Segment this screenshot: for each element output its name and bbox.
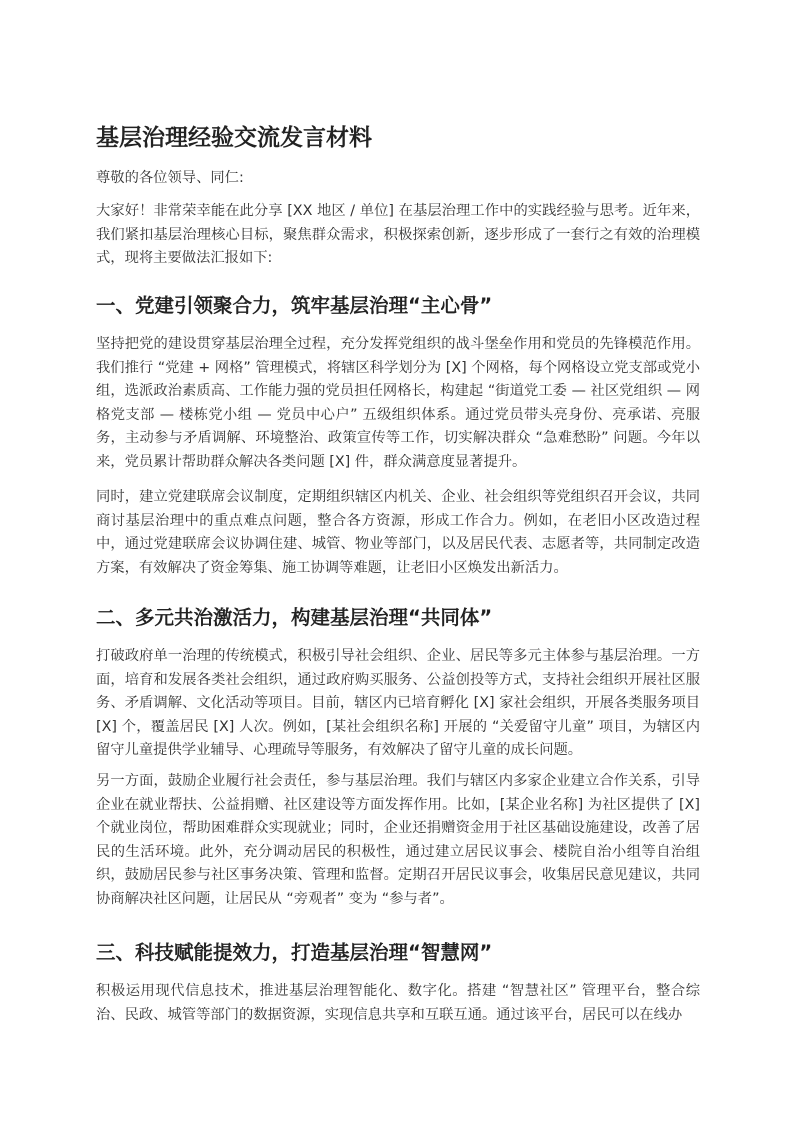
salutation: 尊敬的各位领导、同仁: [96, 170, 244, 186]
section-1-paragraph-1: 坚持把党的建设贯穿基层治理全过程，充分发挥党组织的战斗堡垒作用和党员的先锋模范作用。我们推行 “党建 + 网格” 管理模式，将辖区科学划分为 [X] 个网格，每个网格设立党支部或党小组，选派政治素质高、工作能力强的党员担任网格长，构建起 “街道党工委 — 社区党组织 — 网格党支部 — 楼栋党小组 — 党员中心户” 五级组织体系。通过党员带头亮身份、亮承诺、亮服务，主动参与矛盾调解、环境整治、政策宣传等工作，切实解决群众 “急难愁盼” 问题。今年以来，党员累计帮助群众解决各类问题 [X] 件，群众满意度显著提升。 [96, 336, 700, 470]
section-2-heading: 二、多元共治激活力，构建基层治理“共同体” [96, 606, 493, 629]
section-3-paragraph-1: 积极运用现代信息技术，推进基层治理智能化、数字化。搭建 “智慧社区” 管理平台，整合综治、民政、城管等部门的数据资源，实现信息共享和互联互通。通过该平台，居民可以在线办 [96, 983, 700, 1023]
intro-paragraph: 大家好！非常荣幸能在此分享 [XX 地区 / 单位] 在基层治理工作中的实践经验与思考。近年来，我们紧扣基层治理核心目标，聚焦群众需求，积极探索创新，逐步形成了一套行之有效的治理模式，现将主要做法汇报如下: [96, 203, 700, 267]
document-title: 基层治理经验交流发言材料 [96, 125, 372, 151]
section-1-paragraph-2: 同时，建立党建联席会议制度，定期组织辖区内机关、企业、社会组织等党组织召开会议，共同商讨基层治理中的重点难点问题，整合各方资源，形成工作合力。例如，在老旧小区改造过程中，通过党建联席会议协调住建、城管、物业等部门，以及居民代表、志愿者等，共同制定改造方案，有效解决了资金筹集、施工协调等难题，让老旧小区焕发出新活力。 [96, 489, 700, 576]
section-2-paragraph-1: 打破政府单一治理的传统模式，积极引导社会组织、企业、居民等多元主体参与基层治理。一方面，培育和发展各类社会组织，通过政府购买服务、公益创投等方式，支持社会组织开展社区服务、矛盾调解、文化活动等项目。目前，辖区内已培育孵化 [X] 家社会组织，开展各类服务项目 [X] 个，覆盖居民 [X] 人次。例如，[某社会组织名称] 开展的 “关爱留守儿童” 项目，为辖区内留守儿童提供学业辅导、心理疏导等服务，有效解决了留守儿童的成长问题。 [96, 648, 700, 759]
section-3-heading: 三、科技赋能提效力，打造基层治理“智慧网” [96, 941, 493, 964]
section-1-heading: 一、党建引领聚合力，筑牢基层治理“主心骨” [96, 294, 493, 317]
section-2-paragraph-2: 另一方面，鼓励企业履行社会责任，参与基层治理。我们与辖区内多家企业建立合作关系，引导企业在就业帮扶、公益捐赠、社区建设等方面发挥作用。比如，[某企业名称] 为社区提供了 [X] 个就业岗位，帮助困难群众实现就业；同时，企业还捐赠资金用于社区基础设施建设，改善了居民的生活环境。此外，充分调动居民的积极性，通过建立居民议事会、楼院自治小组等自治组织，鼓励居民参与社区事务决策、管理和监督。定期召开居民议事会，收集居民意见建议，共同协商解决社区问题，让居民从 “旁观者” 变为 “参与者”。 [96, 773, 700, 907]
